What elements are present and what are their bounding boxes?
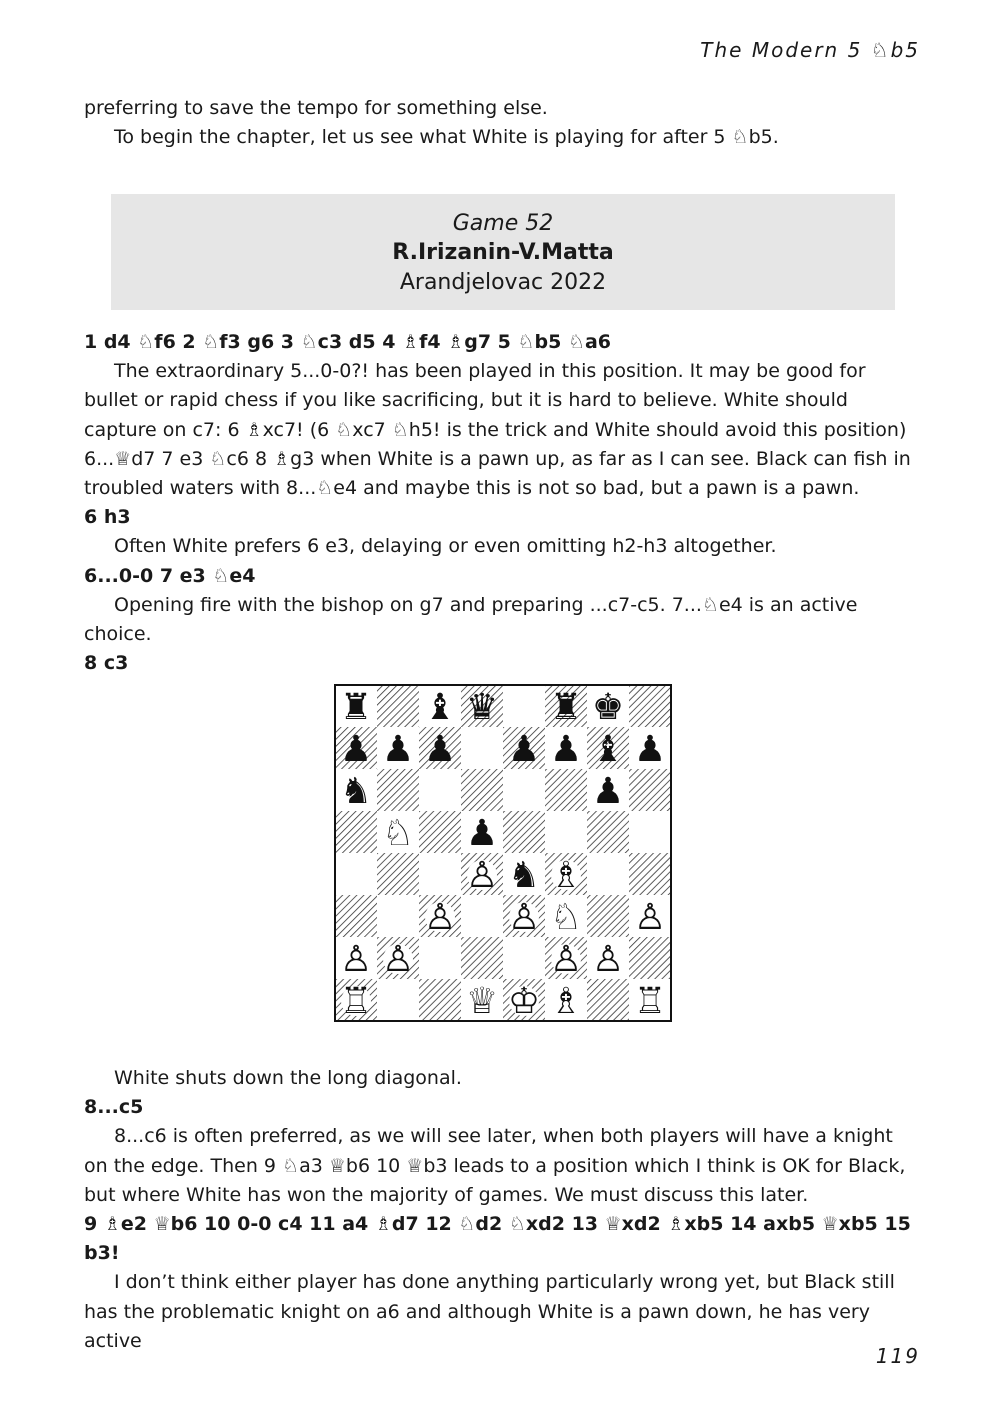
white-pawn-icon: ♙ <box>549 939 583 980</box>
square-a4 <box>335 853 377 895</box>
square-d3 <box>461 895 503 937</box>
square-g3 <box>587 895 629 937</box>
intro-paragraph: To begin the chapter, let us see what White is playing for after 5 ♘b5. <box>114 126 779 149</box>
square-e5 <box>503 811 545 853</box>
white-knight-icon: ♘ <box>549 897 583 938</box>
annotation-section-1 <box>84 328 920 678</box>
square-f6 <box>545 769 587 811</box>
white-bishop-icon: ♗ <box>549 855 583 896</box>
black-pawn-icon: ♟ <box>549 729 583 770</box>
square-c4 <box>419 853 461 895</box>
move-line: 6...0-0 7 e3 ♘e4 <box>84 564 256 587</box>
square-d7 <box>461 727 503 769</box>
square-h5 <box>629 811 671 853</box>
black-queen-icon: ♛ <box>465 687 499 728</box>
square-b1 <box>377 979 419 1021</box>
white-pawn-icon: ♙ <box>381 939 415 980</box>
square-b4 <box>377 853 419 895</box>
square-e8 <box>503 685 545 727</box>
black-bishop-icon: ♝ <box>591 729 625 770</box>
white-bishop-icon: ♗ <box>549 981 583 1022</box>
square-d6 <box>461 769 503 811</box>
square-a3 <box>335 895 377 937</box>
white-pawn-icon: ♙ <box>591 939 625 980</box>
white-pawn-icon: ♙ <box>339 939 373 980</box>
square-e6 <box>503 769 545 811</box>
annotation-paragraph: Often White prefers 6 e3, delaying or even omitting h2-h3 altogether. <box>114 535 777 558</box>
annotation-paragraph: 8...c6 is often preferred, as we will see later, when both players will have a knight on the edge. Then 9 ♘a3 ♕b6 10 ♕b3 leads to a position which I think is OK for Black, but where White has won the majority of games. We must discuss this later. <box>84 1125 906 1206</box>
square-b8 <box>377 685 419 727</box>
square-f5 <box>545 811 587 853</box>
white-king-icon: ♔ <box>507 981 541 1022</box>
square-c5 <box>419 811 461 853</box>
black-knight-icon: ♞ <box>339 771 373 812</box>
square-h4 <box>629 853 671 895</box>
move-line: 1 d4 ♘f6 2 ♘f3 g6 3 ♘c3 d5 4 ♗f4 ♗g7 5 ♘b5 ♘a6 <box>84 331 612 353</box>
white-pawn-icon: ♙ <box>507 897 541 938</box>
move-line: 6 h3 <box>84 506 131 529</box>
black-knight-icon: ♞ <box>507 855 541 896</box>
game-number: Game 52 <box>452 211 554 236</box>
black-pawn-icon: ♟ <box>633 729 667 770</box>
move-line: 8 c3 <box>84 652 129 675</box>
chess-diagram <box>334 684 672 1022</box>
square-g1 <box>587 979 629 1021</box>
white-rook-icon: ♖ <box>339 981 373 1022</box>
square-b3 <box>377 895 419 937</box>
white-pawn-icon: ♙ <box>423 897 457 938</box>
black-pawn-icon: ♟ <box>339 729 373 770</box>
square-h6 <box>629 769 671 811</box>
black-rook-icon: ♜ <box>339 687 373 728</box>
intro-text <box>84 94 920 152</box>
square-b6 <box>377 769 419 811</box>
annotation-section-2 <box>84 1064 920 1356</box>
move-line: 8...c5 <box>84 1096 144 1119</box>
game-event: Arandjelovac 2022 <box>399 270 607 295</box>
chess-board <box>334 684 672 1022</box>
black-pawn-icon: ♟ <box>591 771 625 812</box>
square-g4 <box>587 853 629 895</box>
white-queen-icon: ♕ <box>465 981 499 1022</box>
square-c6 <box>419 769 461 811</box>
move-line: 9 ♗e2 ♕b6 10 0-0 c4 11 a4 ♗d7 12 ♘d2 ♘xd2 13 ♕xd2 ♗xb5 14 axb5 ♕xb5 15 b3! <box>84 1213 911 1265</box>
square-d2 <box>461 937 503 979</box>
annotation-paragraph: The extraordinary 5...0-0?! has been played in this position. It may be good for bullet or rapid chess if you like sacrificing, but it is hard to believe. White should capture on c7: 6 ♗xc7! (6 ♘xc7 ♘h5! is the trick and White should avoid this position) 6...♕d7 7 e3 ♘c6 8 ♗g3 when White is a pawn up, as far as I can see. Black can fish in troubled waters with 8...♘e4 and maybe this is not so bad, but a pawn is a pawn. <box>84 360 911 500</box>
square-a5 <box>335 811 377 853</box>
intro-paragraph-continued: preferring to save the tempo for something else. <box>84 97 548 119</box>
square-g5 <box>587 811 629 853</box>
square-h2 <box>629 937 671 979</box>
page-number: 119 <box>875 1344 920 1368</box>
square-e2 <box>503 937 545 979</box>
black-pawn-icon: ♟ <box>507 729 541 770</box>
annotation-paragraph: White shuts down the long diagonal. <box>114 1067 462 1089</box>
white-knight-icon: ♘ <box>381 813 415 854</box>
black-pawn-icon: ♟ <box>381 729 415 770</box>
black-pawn-icon: ♟ <box>423 729 457 770</box>
square-c1 <box>419 979 461 1021</box>
black-pawn-icon: ♟ <box>465 813 499 854</box>
white-rook-icon: ♖ <box>633 981 667 1022</box>
black-bishop-icon: ♝ <box>423 687 457 728</box>
game-players: R.Irizanin-V.Matta <box>392 240 614 265</box>
square-h8 <box>629 685 671 727</box>
running-header: The Modern 5 ♘b5 <box>700 38 920 62</box>
white-pawn-icon: ♙ <box>633 897 667 938</box>
white-pawn-icon: ♙ <box>465 855 499 896</box>
black-rook-icon: ♜ <box>549 687 583 728</box>
game-heading-box <box>111 194 895 310</box>
annotation-paragraph: Opening fire with the bishop on g7 and preparing ...c7-c5. 7...♘e4 is an active choice. <box>84 593 858 646</box>
black-king-icon: ♚ <box>591 687 625 728</box>
annotation-paragraph: I don’t think either player has done anything particularly wrong yet, but Black still has the problematic knight on a6 and although White is a pawn down, he has very active <box>84 1271 895 1352</box>
square-c2 <box>419 937 461 979</box>
